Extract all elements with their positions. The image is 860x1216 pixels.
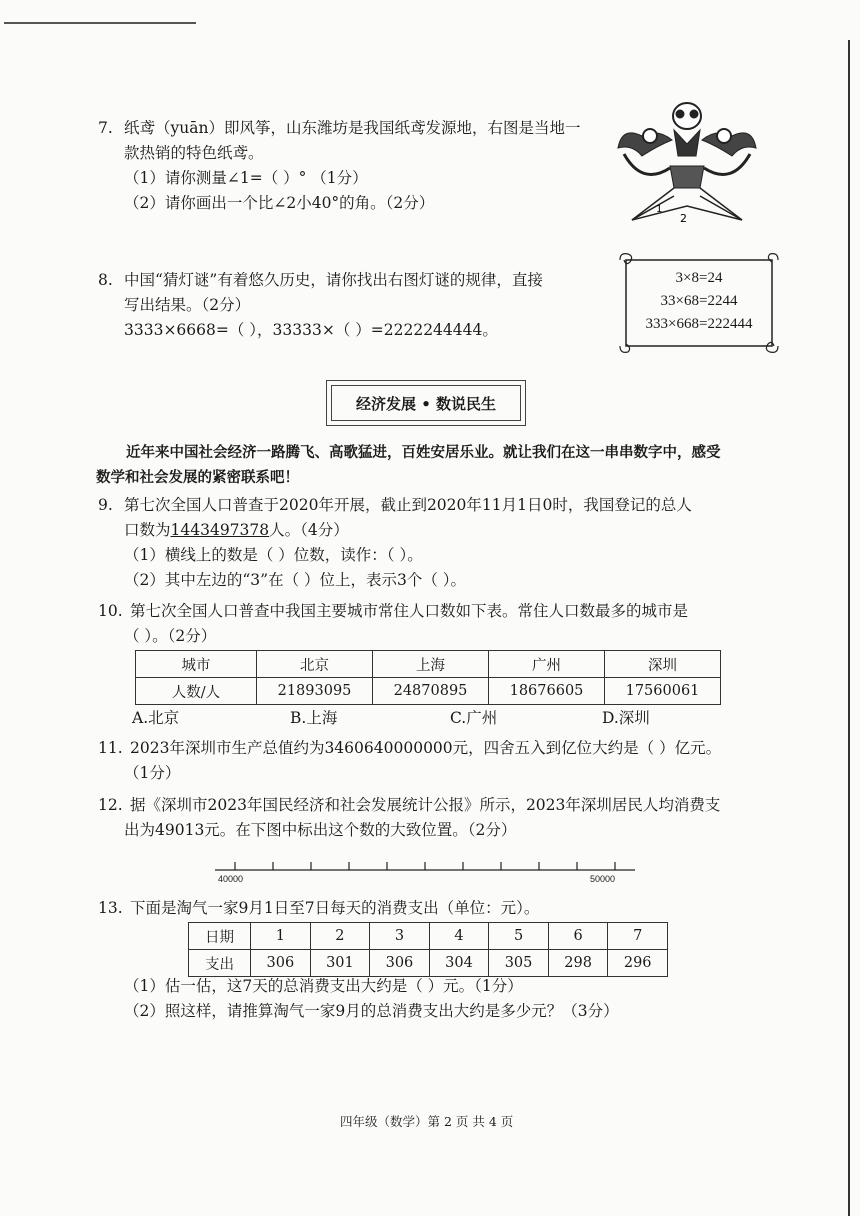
table-cell: 广州 xyxy=(489,651,605,678)
page-footer: 四年级（数学）第 2 页 共 4 页 xyxy=(340,1114,514,1129)
table-cell: 301 xyxy=(310,950,370,977)
q10-line2: （ ）。（2分） xyxy=(124,627,217,645)
q10-number: 10. xyxy=(98,602,123,620)
table-cell: 306 xyxy=(370,950,430,977)
table-cell: 18676605 xyxy=(489,678,605,705)
section-banner xyxy=(326,380,526,426)
intro-line1: 近年来中国社会经济一路腾飞、高歌猛进，百姓安居乐业。就让我们在这一串串数字中，感受 xyxy=(126,444,721,461)
q10-option-a: A.北京 xyxy=(132,709,180,727)
table-cell: 上海 xyxy=(373,651,489,678)
table-row xyxy=(136,651,721,678)
table-cell: 305 xyxy=(489,950,549,977)
table-cell: 298 xyxy=(548,950,608,977)
right-scan-line xyxy=(848,40,850,1216)
table-cell: 深圳 xyxy=(605,651,721,678)
intro-line2: 数学和社会发展的紧密联系吧！ xyxy=(96,469,299,486)
q8-number: 8. xyxy=(98,271,113,289)
riddle-line-3: 333×668=222444 xyxy=(645,316,753,332)
q8-line3: 3333×6668=（ ），33333×（ ）=2222244444。 xyxy=(124,321,498,339)
table-cell: 6 xyxy=(548,923,608,950)
q7-part1: （1）请你测量∠1=（ ）° （1分） xyxy=(124,169,368,187)
q12-line2: 出为49013元。在下图中标出这个数的大致位置。（2分） xyxy=(124,821,517,839)
table-cell: 2 xyxy=(310,923,370,950)
q7-line1: 纸鸢（yuān）即风筝，山东潍坊是我国纸鸢发源地，右图是当地一 xyxy=(124,119,581,137)
population-table xyxy=(135,650,721,705)
table-row xyxy=(136,678,721,705)
table-cell: 304 xyxy=(429,950,489,977)
table-cell: 306 xyxy=(251,950,311,977)
q7-line2: 款热销的特色纸鸢。 xyxy=(124,144,264,162)
table-cell: 17560061 xyxy=(605,678,721,705)
q13-number: 13. xyxy=(98,899,123,917)
q11-number: 11. xyxy=(98,739,123,757)
riddle-line-2: 33×68=2244 xyxy=(660,293,738,309)
q13-line1: 下面是淘气一家9月1日至7日每天的消费支出（单位：元）。 xyxy=(130,899,540,917)
q11-line1: 2023年深圳市生产总值约为3460640000000元，四舍五入到亿位大约是（ ）亿元。 xyxy=(130,739,722,757)
table-cell: 城市 xyxy=(136,651,257,678)
q13-part1: （1）估一估，这7天的总消费支出大约是（ ）元。（1分） xyxy=(124,977,523,995)
q12-number: 12. xyxy=(98,796,123,814)
q10-line1: 第七次全国人口普查中我国主要城市常住人口数如下表。常住人口数最多的城市是 xyxy=(130,602,689,620)
table-cell: 日期 xyxy=(189,923,251,950)
question-13-parts xyxy=(124,974,804,1024)
question-11 xyxy=(98,736,798,786)
question-8 xyxy=(98,268,618,343)
q9-line1: 第七次全国人口普查于2020年开展，截止到2020年11月1日0时，我国登记的总人 xyxy=(124,496,692,514)
question-9 xyxy=(98,493,788,593)
q9-number: 9. xyxy=(98,496,113,514)
riddle-scroll xyxy=(618,252,780,354)
q9-population-number: 1443497378 xyxy=(170,521,270,539)
q13-part2: （2）照这样，请推算淘气一家9月的总消费支出大约是多少元？（3分） xyxy=(124,1002,619,1020)
table-cell: 3 xyxy=(370,923,430,950)
table-cell: 5 xyxy=(489,923,549,950)
section-intro xyxy=(96,440,786,490)
q10-option-d: D.深圳 xyxy=(602,709,650,727)
table-cell: 24870895 xyxy=(373,678,489,705)
question-10 xyxy=(98,599,788,649)
kite-illustration xyxy=(612,96,762,226)
q9-part1: （1）横线上的数是（ ）位数，读作：（ ）。 xyxy=(124,546,423,564)
q7-part2: （2）请你画出一个比∠2小40°的角。（2分） xyxy=(124,194,435,212)
q10-option-b: B.上海 xyxy=(290,709,338,727)
table-cell: 1 xyxy=(251,923,311,950)
q9-line2-pre: 口数为 xyxy=(124,521,171,539)
kite-angle-2-label: 2 xyxy=(680,212,687,225)
section-title: 经济发展 • 数说民生 xyxy=(331,385,521,421)
q9-part2: （2）其中左边的“3”在（ ）位上，表示3个（ ）。 xyxy=(124,571,467,589)
question-13 xyxy=(98,896,798,921)
number-line-start-label: 40000 xyxy=(218,874,244,884)
question-12 xyxy=(98,793,798,843)
q12-line1: 据《深圳市2023年国民经济和社会发展统计公报》所示，2023年深圳居民人均消费支 xyxy=(130,796,721,814)
table-row xyxy=(189,950,668,977)
number-line-end-label: 50000 xyxy=(590,874,616,884)
q11-line2: （1分） xyxy=(124,764,181,782)
table-cell: 4 xyxy=(429,923,489,950)
riddle-line-1: 3×8=24 xyxy=(675,270,723,286)
table-cell: 21893095 xyxy=(257,678,373,705)
number-line xyxy=(215,856,635,886)
q10-option-c: C.广州 xyxy=(450,709,498,727)
table-cell: 7 xyxy=(608,923,668,950)
q7-number: 7. xyxy=(98,119,113,137)
kite-angle-1-label: 1 xyxy=(656,204,663,215)
top-scan-line xyxy=(4,22,196,24)
table-row xyxy=(189,923,668,950)
table-cell: 人数/人 xyxy=(136,678,257,705)
question-7 xyxy=(98,116,618,216)
q8-line2: 写出结果。（2分） xyxy=(124,296,251,314)
table-cell: 296 xyxy=(608,950,668,977)
q9-line2-post: 人。（4分） xyxy=(269,521,349,539)
table-cell: 支出 xyxy=(189,950,251,977)
table-cell: 北京 xyxy=(257,651,373,678)
expense-table xyxy=(188,922,668,977)
q8-line1: 中国“猜灯谜”有着悠久历史，请你找出右图灯谜的规律，直接 xyxy=(124,271,543,289)
